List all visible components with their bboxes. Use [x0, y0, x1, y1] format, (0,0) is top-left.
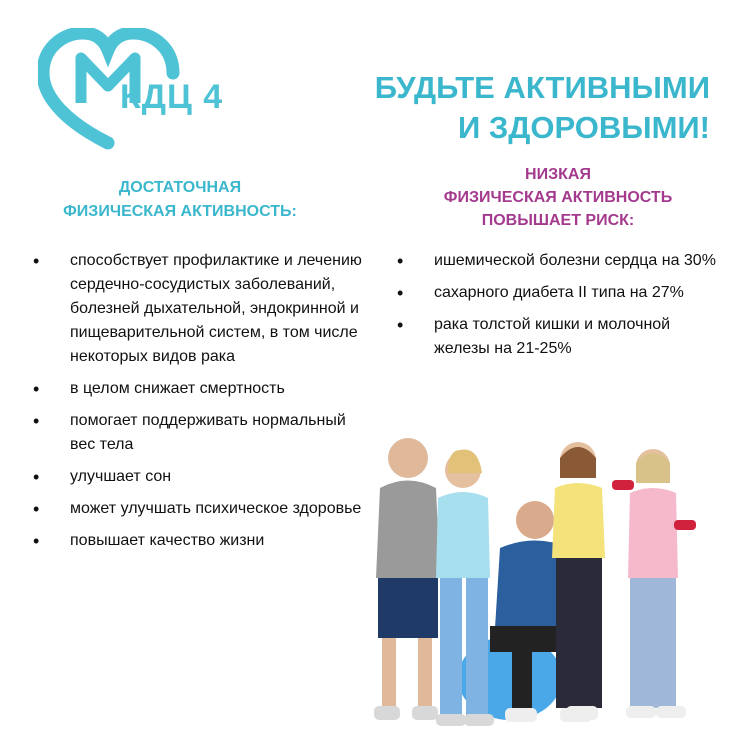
- risks-heading-line-2: ФИЗИЧЕСКАЯ АКТИВНОСТЬ: [443, 189, 673, 206]
- list-item: • может улучшать психическое здоровье: [33, 497, 363, 521]
- list-item: • повышает качество жизни: [33, 529, 363, 553]
- risks-list: [397, 249, 727, 369]
- risks-heading-line-1: НИЗКАЯ: [525, 166, 591, 183]
- list-item: • ишемической болезни сердца на 30%: [397, 249, 727, 273]
- list-item: • улучшает сон: [33, 465, 363, 489]
- list-item: • рака толстой кишки и молочной железы на 21-25%: [397, 313, 727, 361]
- list-item: • сахарного диабета II типа на 27%: [397, 281, 727, 305]
- benefits-heading: [30, 176, 330, 224]
- page-headline: [375, 68, 710, 148]
- risks-heading-line-3: ПОВЫШАЕТ РИСК:: [481, 212, 635, 229]
- benefits-list: [33, 249, 363, 561]
- benefits-heading-line-1: ДОСТАТОЧНАЯ: [118, 179, 242, 196]
- active-people-photo: [360, 428, 710, 746]
- benefits-heading-line-2: ФИЗИЧЕСКАЯ АКТИВНОСТЬ:: [63, 203, 297, 220]
- headline-line-1: БУДЬТЕ АКТИВНЫМИ: [374, 70, 710, 105]
- list-item: • помогает поддерживать нормальный вес тела: [33, 409, 363, 457]
- risks-heading: [408, 163, 708, 232]
- logo-text: КДЦ 4: [120, 78, 224, 116]
- list-item: • в целом снижает смертность: [33, 377, 363, 401]
- headline-line-2: И ЗДОРОВЫМИ!: [457, 110, 710, 145]
- list-item: • способствует профилактике и лечению сердечно-сосудистых заболеваний, болезней дыхательной, эндокринной и пищеварительной систем, в том числе некоторых видов рака: [33, 249, 363, 369]
- clinic-logo: [38, 28, 238, 153]
